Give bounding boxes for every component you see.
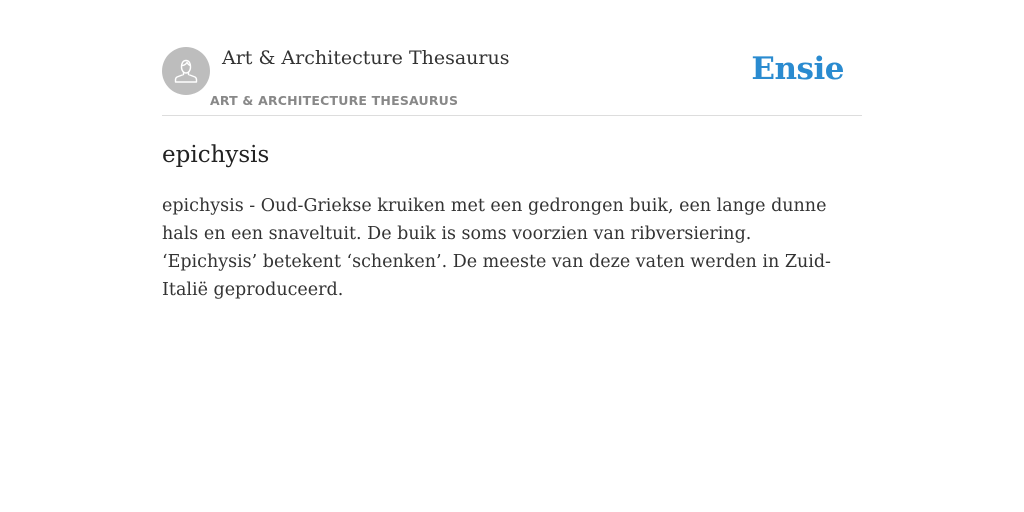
ensie-logo[interactable]: Ensie	[751, 51, 844, 87]
category-label[interactable]: ART & ARCHITECTURE THESAURUS	[210, 93, 459, 108]
entry-title: epichysis	[162, 142, 270, 168]
header	[162, 0, 862, 116]
entry-definition: epichysis - Oud-Griekse kruiken met een gedrongen buik, een lange dunne hals en een snaveltuit. De buik is soms voorzien van ribversiering. ‘Epichysis’ betekent ‘schenken’. De meeste van deze vaten werden in Zuid-Italië geproduceerd.	[162, 196, 831, 300]
page-container	[162, 0, 862, 300]
user-avatar-icon	[171, 56, 201, 86]
author-name[interactable]: Art & Architecture Thesaurus	[222, 47, 510, 69]
author-avatar[interactable]	[162, 47, 210, 95]
